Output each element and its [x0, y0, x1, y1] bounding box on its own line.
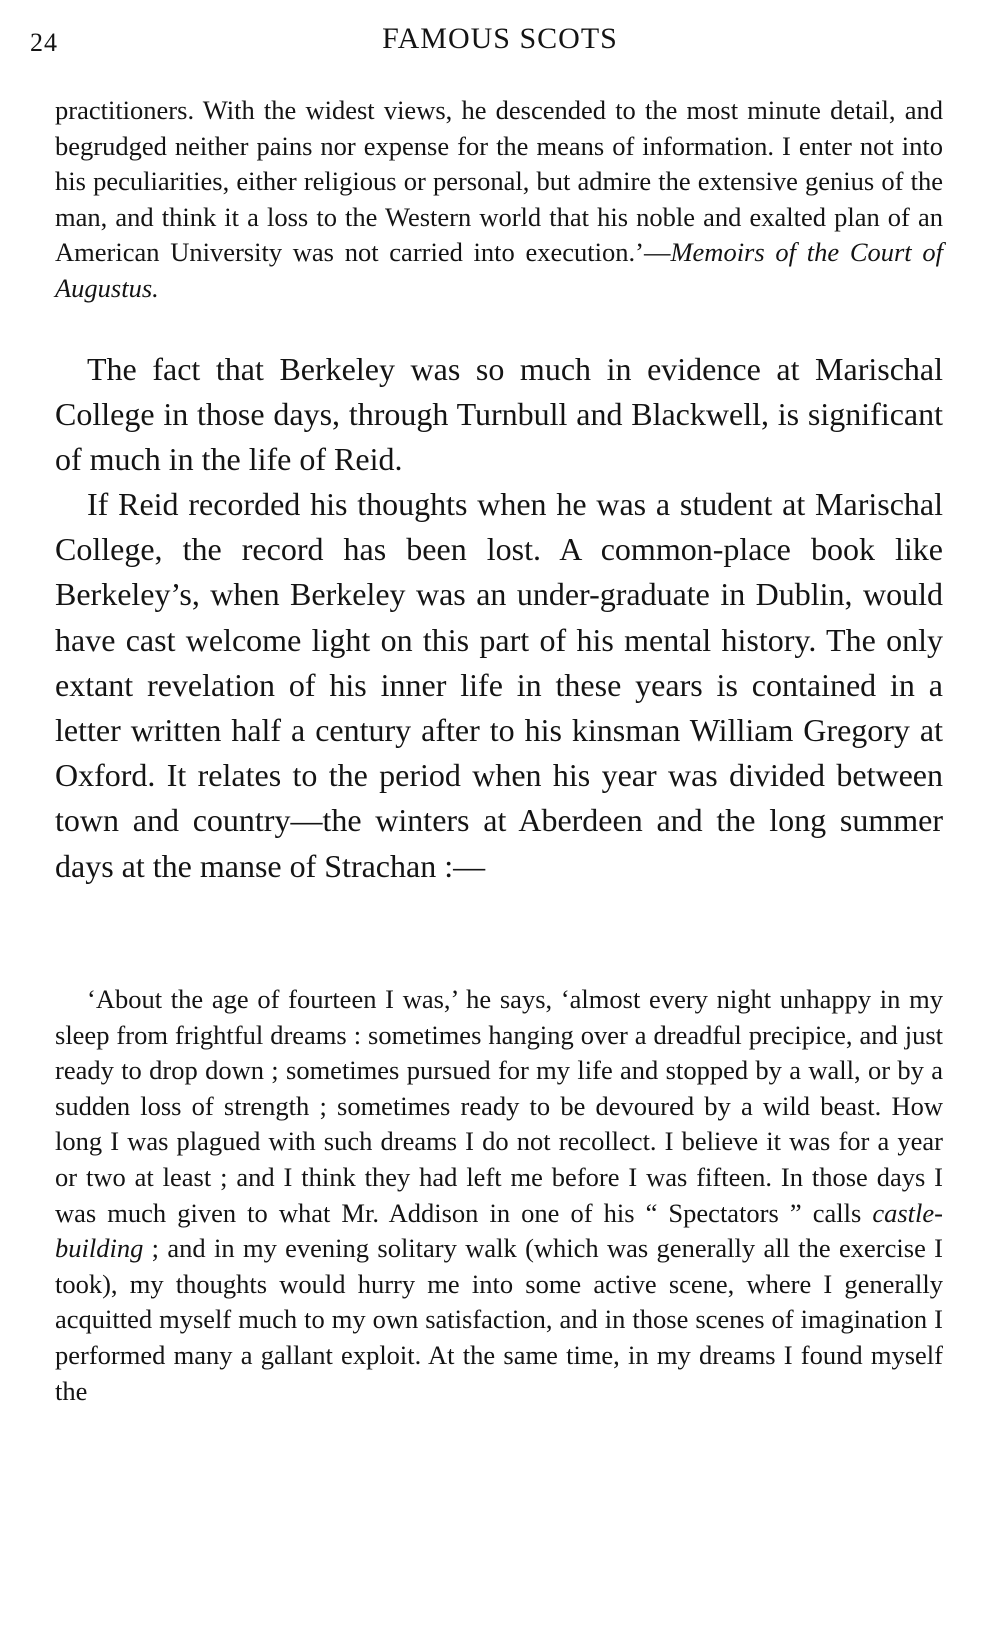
body-paragraph: If Reid recorded his thoughts when he was a student at Marischal College, the record has been lost. A common-place book like Berkeley’s, when Berkeley was an under-graduate in Dublin, would have cast welcome light on this part of his mental history. The only extant revelation of his inner life in these years is contained in a letter written half a century after to his kinsman William Gregory at Oxford. It relates to the period when his year was divided between town and country—the winters at Aberdeen and the long summer days at the manse of Strachan :—	[55, 486, 943, 884]
paragraph-text: ; and in my evening solitary walk (which was generally all the exercise I took), my thoughts would hurry me into some active scene, where I generally acquitted myself much to my own satisfaction, and in those scenes of imagination I performed many a gallant exploit. At the same time, in my dreams I found myself the	[55, 1233, 943, 1406]
emphasized-term: castle-building	[55, 1197, 943, 1264]
quoted-letter-paragraph	[55, 982, 943, 1409]
body-paragraph: The fact that Berkeley was so much in evidence at Marischal College in those days, through Turnbull and Blackwell, is significant of much in the life of Reid.	[55, 351, 943, 478]
quoted-paragraph-continuation	[55, 93, 943, 307]
paragraph-text: practitioners. With the widest views, he descended to the most minute detail, and begrudged neither pains nor expense for the means of information. I enter not into his peculiarities, either religious or personal, but admire the extensive genius of the man, and think it a loss to the Western world that his noble and exalted plan of an American University was not carried into execution.’—	[55, 95, 943, 268]
citation-title: Memoirs of the Court of Augustus.	[55, 237, 943, 303]
paragraph-text: ‘About the age of fourteen I was,’ he says, ‘almost every night unhappy in my sleep from frightful dreams : sometimes hanging over a dreadful precipice, and just ready to drop down ; sometimes pursued for my life and stopped by a wall, or by a sudden loss of strength ; sometimes ready to be devoured by a wild beast. How long I was plagued with such dreams I do not recollect. I believe it was for a year or two at least ; and I think they had left me before I was fifteen. In those days I was much given to what Mr. Addison in one of his “ Spectators ” calls	[55, 984, 943, 1228]
running-title: FAMOUS SCOTS	[382, 22, 618, 55]
page-number: 24	[30, 28, 58, 57]
